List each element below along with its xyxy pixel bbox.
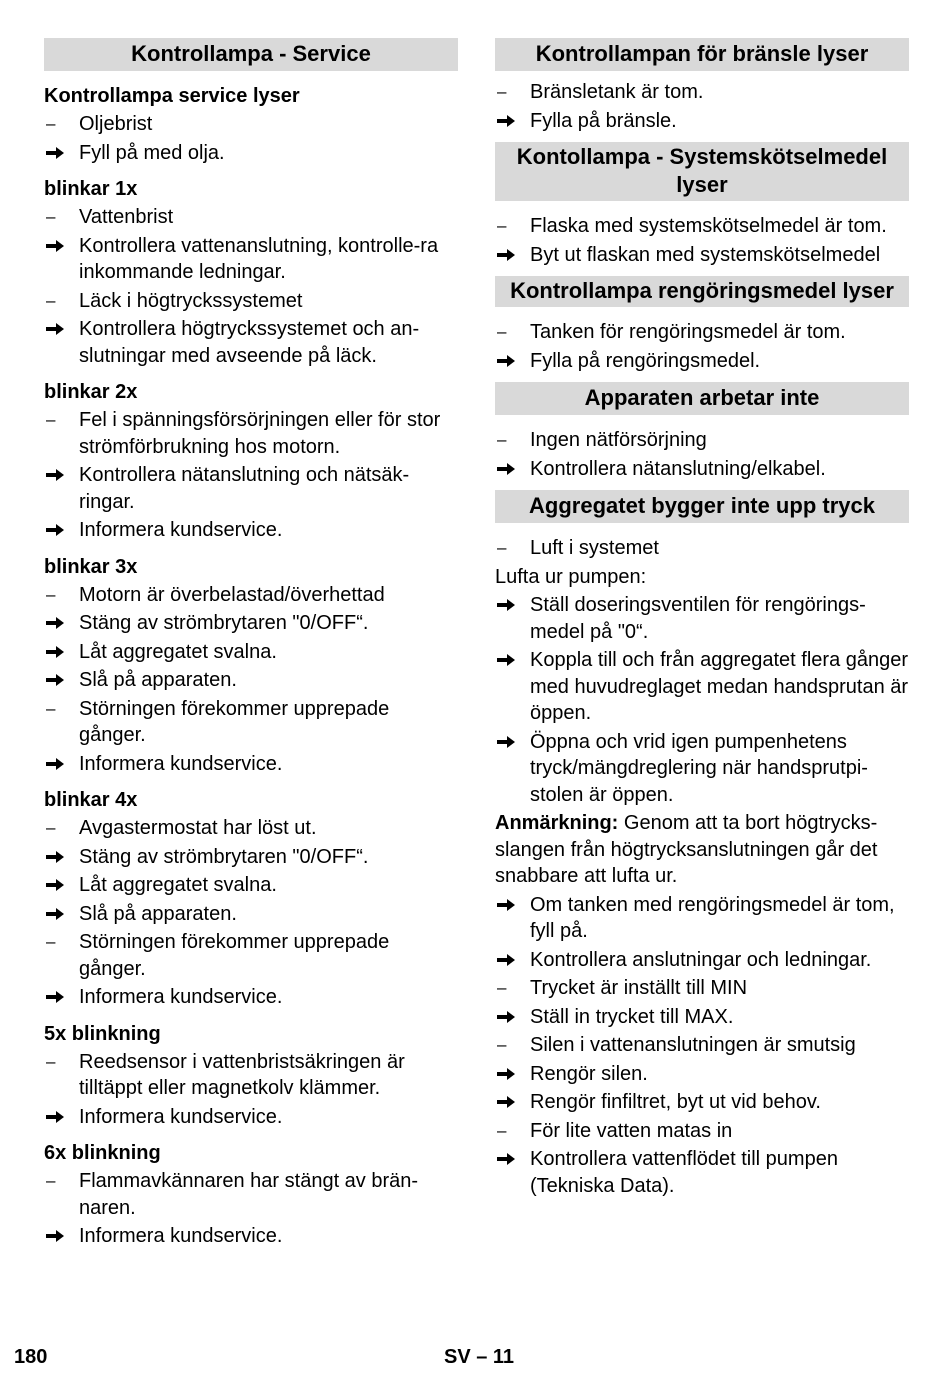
cause-item: [495, 213, 909, 240]
action-item: [495, 947, 909, 974]
dash-marker: –: [46, 584, 56, 604]
cause-item: [495, 1118, 909, 1145]
dash-marker: –: [46, 932, 56, 951]
section-header-fuel: Kontrollampan för bränsle lyser: [495, 38, 909, 71]
item-text: Öppna och vrid igen pumpenhetens tryck/mängdreglering när handsprutpi-stolen är öppen.: [530, 730, 868, 806]
group-title: Kontrollampa service lyser: [44, 85, 300, 107]
item-text: Bränsletank är tom.: [530, 81, 704, 103]
action-item: [44, 667, 458, 694]
system-care-list: [495, 213, 909, 268]
item-text: Rengör finfiltret, byt ut vid behov.: [530, 1091, 821, 1113]
pressure-list-c: [495, 892, 909, 1200]
action-item: [44, 751, 458, 778]
item-text: Tanken för rengöringsmedel är tom.: [530, 321, 846, 343]
item-text: Fel i spänningsförsörjningen eller för stor strömförbrukning hos motorn.: [79, 409, 441, 458]
dash-marker: –: [46, 1171, 56, 1190]
action-item: [495, 348, 909, 375]
action-item: [495, 592, 909, 645]
action-item: [44, 872, 458, 899]
dash-marker: –: [497, 538, 507, 557]
cause-item: [44, 111, 458, 138]
item-text: Fylla på bränsle.: [530, 109, 677, 132]
action-item: [44, 517, 458, 544]
action-item: [495, 1061, 909, 1088]
action-item: [495, 729, 909, 809]
dash-marker: –: [46, 114, 56, 133]
group-title: 6x blinkning: [44, 1142, 161, 1164]
item-text: Flammavkännaren har stängt av brän-naren.: [79, 1170, 419, 1219]
cause-item: [44, 929, 458, 982]
dash-marker: –: [46, 290, 56, 310]
dash-marker: –: [497, 1035, 507, 1054]
action-item: [44, 462, 458, 515]
item-text: Reedsensor i vattenbristsäkringen är tilltäppt eller magnetkolv klämmer.: [79, 1050, 405, 1099]
section-header-pressure: Aggregatet bygger inte upp tryck: [495, 490, 909, 523]
dash-marker: –: [46, 207, 56, 226]
dash-marker: –: [46, 410, 56, 429]
item-text: Informera kundservice.: [79, 986, 283, 1008]
item-text: Stäng av strömbrytaren "0/OFF“.: [79, 845, 369, 868]
item-text: Oljebrist: [79, 113, 153, 135]
action-item: [44, 1104, 458, 1131]
item-text: Ställ in trycket till MAX.: [530, 1005, 734, 1028]
section-page-label: SV – 11: [444, 1346, 515, 1368]
cause-item: [44, 204, 458, 231]
note-text: Genom att ta bort högtrycks-slangen från högtrycksanslutningen går det snabbare att lufta ur.: [495, 812, 878, 887]
section-header-system-care: Kontollampa - Systemskötselmedel lyser: [495, 142, 909, 201]
item-text: Informera kundservice.: [79, 1105, 283, 1128]
action-item: [44, 844, 458, 871]
note-label: Anmärkning:: [495, 812, 619, 834]
left-column: [44, 38, 458, 1256]
item-text: Fyll på med olja.: [79, 141, 225, 164]
item-text: Informera kundservice.: [79, 1225, 283, 1247]
group-title: blinkar 4x: [44, 789, 138, 811]
action-item: [44, 316, 458, 369]
cause-item: [495, 535, 909, 562]
action-item: [495, 647, 909, 727]
item-text: Motorn är överbelastad/överhettad: [79, 583, 385, 606]
cause-item: [44, 1049, 458, 1102]
cause-item: [44, 815, 458, 842]
pressure-list-b: [495, 592, 909, 808]
pressure-list-a: [495, 535, 909, 562]
item-text: Stäng av strömbrytaren "0/OFF“.: [79, 612, 369, 634]
item-text: Slå på apparaten.: [79, 902, 237, 925]
detergent-list: [495, 319, 909, 374]
dash-marker: –: [497, 1120, 507, 1140]
section-header-service: Kontrollampa - Service: [44, 38, 458, 71]
item-text: Kontrollera vattenflödet till pumpen (Tekniska Data).: [530, 1148, 838, 1197]
item-text: Informera kundservice.: [79, 752, 283, 775]
cause-item: [495, 427, 909, 454]
cause-item: [44, 582, 458, 609]
cause-item: [495, 1032, 909, 1059]
dash-marker: –: [497, 322, 507, 341]
not-working-list: [495, 427, 909, 482]
right-column: [495, 38, 909, 1201]
item-text: Kontrollera nätanslutning/elkabel.: [530, 457, 826, 480]
section-header-detergent: Kontrollampa rengöringsmedel lyser: [495, 276, 909, 307]
action-item: [495, 1146, 909, 1199]
cause-item: [495, 319, 909, 346]
group-title: blinkar 3x: [44, 555, 138, 578]
action-item: [44, 140, 458, 167]
cause-item: [495, 975, 909, 1002]
item-text: Störningen förekommer upprepade gånger.: [79, 697, 390, 746]
item-text: Vattenbrist: [79, 206, 174, 228]
item-text: Störningen förekommer upprepade gånger.: [79, 931, 390, 980]
action-item: [44, 233, 458, 286]
dash-marker: –: [497, 216, 507, 235]
dash-marker: –: [46, 698, 56, 718]
action-item: [44, 1223, 458, 1250]
item-text: Kontrollera anslutningar och ledningar.: [530, 948, 872, 971]
cause-item: [44, 407, 458, 460]
action-item: [44, 639, 458, 666]
dash-marker: –: [46, 1051, 56, 1071]
cause-item: [44, 1168, 458, 1221]
action-item: [44, 984, 458, 1011]
service-groups: [44, 83, 458, 1256]
item-text: Kontrollera nätanslutning och nätsäk-ringar.: [79, 464, 410, 513]
action-item: [44, 610, 458, 637]
item-text: Byt ut flaskan med systemskötselmedel: [530, 243, 881, 266]
item-text: Flaska med systemskötselmedel är tom.: [530, 215, 887, 237]
cause-item: [495, 79, 909, 106]
action-item: [495, 1004, 909, 1031]
item-text: Avgastermostat har löst ut.: [79, 817, 317, 839]
vent-pump-intro: Lufta ur pumpen:: [495, 565, 647, 588]
dash-marker: –: [497, 430, 507, 449]
item-text: Läck i högtryckssystemet: [79, 289, 303, 312]
item-text: Luft i systemet: [530, 537, 659, 559]
item-text: Om tanken med rengöringsmedel är tom, fyll på.: [530, 893, 895, 942]
group-title: 5x blinkning: [44, 1022, 161, 1045]
page-number: 180: [14, 1346, 48, 1368]
cause-item: [44, 288, 458, 315]
fuel-list: [495, 79, 909, 134]
item-text: Låt aggregatet svalna.: [79, 874, 277, 896]
group-title: blinkar 2x: [44, 381, 138, 403]
item-text: Kontrollera högtryckssystemet och an-slutningar med avseende på läck.: [79, 318, 420, 367]
item-text: Rengör silen.: [530, 1062, 648, 1085]
item-text: Koppla till och från aggregatet flera gånger med huvudreglaget medan handsprutan är öppen.: [530, 649, 909, 724]
note-paragraph: [495, 810, 909, 890]
dash-marker: –: [497, 978, 507, 997]
item-text: För lite vatten matas in: [530, 1119, 733, 1142]
item-text: Ställ doseringsventilen för rengörings-medel på "0“.: [530, 594, 866, 643]
action-item: [44, 901, 458, 928]
action-item: [495, 1089, 909, 1116]
section-header-not-working: Apparaten arbetar inte: [495, 382, 909, 415]
item-text: Ingen nätförsörjning: [530, 429, 707, 451]
item-text: Trycket är inställt till MIN: [530, 977, 748, 999]
group-title: blinkar 1x: [44, 178, 138, 200]
dash-marker: –: [46, 818, 56, 837]
item-text: Slå på apparaten.: [79, 669, 237, 691]
action-item: [495, 892, 909, 945]
item-text: Informera kundservice.: [79, 519, 283, 541]
item-text: Fylla på rengöringsmedel.: [530, 349, 761, 372]
dash-marker: –: [497, 82, 507, 101]
item-text: Kontrollera vattenanslutning, kontrolle-ra inkommande ledningar.: [79, 234, 439, 283]
action-item: [495, 456, 909, 483]
item-text: Silen i vattenanslutningen är smutsig: [530, 1034, 856, 1056]
action-item: [495, 108, 909, 135]
cause-item: [44, 696, 458, 749]
item-text: Låt aggregatet svalna.: [79, 640, 277, 663]
action-item: [495, 242, 909, 269]
